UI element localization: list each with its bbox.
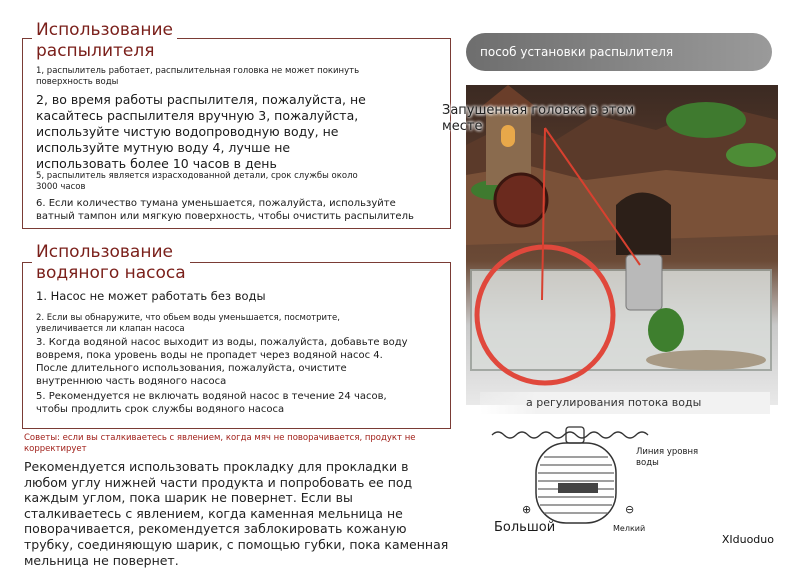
water-level-label: Линия уровня воды <box>636 447 699 468</box>
sprayer-note-5: 5, распылитель является израсходованной детали, срок службы около 3000 часов <box>36 171 358 192</box>
highlight-overlay <box>430 100 790 400</box>
plus-icon: ⊕ <box>522 503 532 516</box>
minus-icon: ⊖ <box>625 503 635 516</box>
install-method-banner: пособ установки распылителя <box>466 33 772 71</box>
brand-watermark: XIduoduo <box>721 533 774 546</box>
pointer-line-2 <box>542 128 545 300</box>
sprayer-note-1: 1, распылитель работает, распылительная головка не может покинуть поверхность воды <box>36 66 360 87</box>
pointer-line-1 <box>545 128 640 265</box>
big-flow-label: Большой <box>494 520 556 535</box>
highlight-circle <box>477 247 613 383</box>
flow-adjust-caption: а регулирования потока воды <box>480 392 770 414</box>
sprayer-location-annotation: Запушенная головка в этом месте <box>442 103 635 134</box>
small-flow-label: Мелкий <box>613 524 646 533</box>
tips-body: Рекомендуется использовать прокладку для прокладки в любом углу нижней части продукта и попробовать ее под каждым углом, пока шарик не повернет. Если вы сталкиваетесь с явлением, когда каменная мельница не поворачивается, рекомендуется заблокировать кожаную трубку, соединяющую шарик, с помощью губки, пока каменная мельница не повернет. <box>24 459 449 568</box>
pump-note-1: 1. Насос не может работать без воды <box>36 289 266 303</box>
pump-section-title: Использование водяного насоса <box>32 242 190 284</box>
pump-note-5: 5. Рекомендуется не включать водяной насос в течение 24 часов, чтобы продлить срок службы водяного насоса <box>36 391 387 415</box>
sprayer-note-2: 2, во время работы распылителя, пожалуйста, не касайтесь распылителя вручную 3, пожалуйста, используйте чистую водопроводную воду, не используйте мутную воду 4, лучше не использовать более 10 часов в день <box>36 92 366 171</box>
sprayer-section-title: Использование распылителя <box>32 20 177 62</box>
pump-note-3: 3. Когда водяной насос выходит из воды, пожалуйста, добавьте воду вовремя, пока уровень воды не пропадет через водяной насос 4. После длительного использования, пожалуйста, очистите внутреннюю часть водяного насоса <box>36 337 408 387</box>
tips-header: Советы: если вы сталкиваетесь с явлением, когда мяч не поворачивается, продукт не корректирует <box>24 433 416 454</box>
pump-note-2: 2. Если вы обнаружите, что обьем воды уменьшается, посмотрите, увеличивается ли клапан насоса <box>36 313 340 334</box>
sprayer-note-6: 6. Если количество тумана уменьшается, пожалуйста, используйте ватный тампон или мягкую поверхность, чтобы очистить распылитель <box>36 198 414 222</box>
